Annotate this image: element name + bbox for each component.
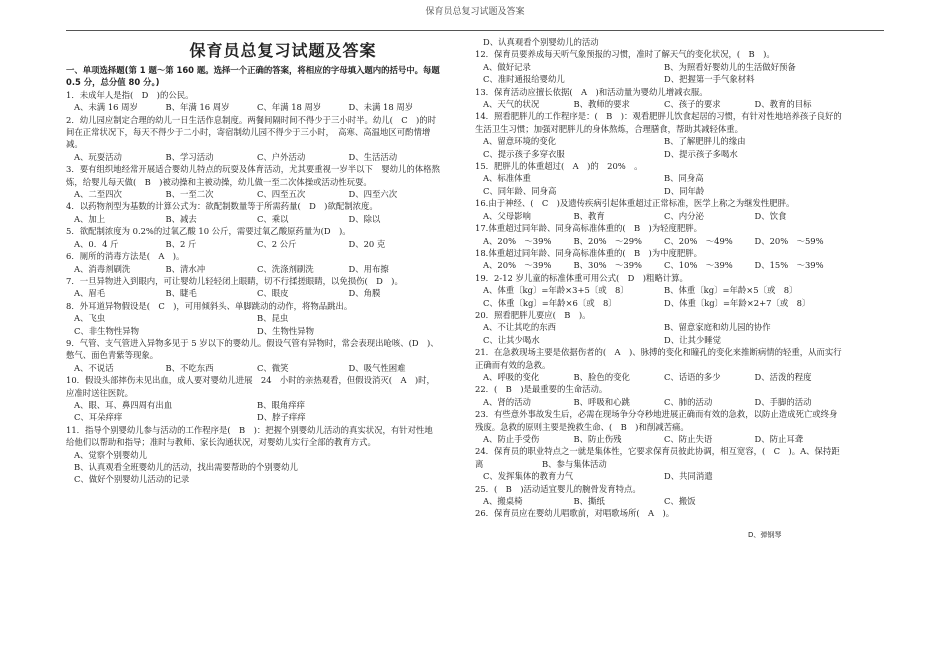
answer-option: B、留意家庭和幼儿园的协作: [664, 322, 771, 333]
question-block: [475, 110, 845, 160]
answer-option: D、认真观看个别婴幼儿的活动: [483, 37, 599, 47]
answer-options: [475, 172, 845, 197]
question-text: 2．幼儿园应制定合理的幼儿一日生活作息制度。两餐间隔时间不得少于三小时半。幼儿( C )的时间在正常状况下，每天不得少于二小时，寄宿制幼儿园不得少于三小时， 高寒、高温地区可酌情增减。: [66, 114, 437, 150]
answer-option: A、不说话: [74, 362, 114, 373]
answer-option: A、标准体重: [483, 173, 531, 184]
answer-option: B、呼吸和心跳: [573, 396, 630, 407]
question-block: [66, 337, 440, 374]
question-block: [475, 507, 845, 519]
answer-option: D、提示孩子多喝水: [664, 148, 738, 159]
question-text: 14．照看肥胖儿的工作程序是：( B )：观看肥胖儿饮食起居的习惯，有针对性地培养孩子良好的生活卫生习惯；加强对肥胖儿的身体熬炼，合理膳食，帮助其减轻体重。: [475, 111, 842, 134]
answer-options: [66, 399, 440, 424]
left-column: [66, 36, 440, 486]
answer-option: C、年满 18 周岁: [257, 102, 322, 113]
answer-option: B、体重〔kg〕=年龄×5〔或 8〕: [664, 285, 798, 296]
answer-option: C、让其少喝水: [483, 334, 540, 345]
answer-option: A、加上: [74, 213, 106, 224]
answer-option: D、同年龄: [664, 185, 705, 196]
question-text: 1．未成年人是指( D )的公民。: [66, 89, 194, 100]
question-text: 11．指导个别婴幼儿参与活动的工作程序是( B )：把握个别婴幼儿活动的真实状况，有针对性地给他们以帮助和指导；准时与教师、家长沟通状况，对婴幼儿实行全部的教育方式。: [66, 424, 433, 448]
answer-option: C、准时通报给婴幼儿: [483, 74, 565, 85]
question-text: 8．外耳道异物假设是( C )，可用倾斜头、单脚跳动的动作，将物品跳出。: [66, 300, 353, 311]
question-text: 4．以药物剂型为基数的计算公式为：欲配制数量等于所需药量( D )欲配制浓度。: [66, 201, 378, 212]
answer-option: A、不让其吃的东西: [483, 322, 557, 333]
answer-option: C、耳朵痒痒: [74, 412, 123, 423]
answer-option: A、眼、耳、鼻四周有出血: [74, 399, 173, 410]
answer-options: [475, 321, 845, 346]
answer-option: C、发挥集体的教育力气: [483, 471, 574, 482]
question-text: 16.由于神经、( C )及遗传疾病引起体重超过正常标准，医学上称之为继发性肥胖。: [475, 198, 795, 209]
page-header: [0, 0, 950, 34]
answer-option: A、做好记录: [483, 61, 531, 72]
answer-options: [66, 238, 440, 250]
answer-options: [66, 151, 440, 163]
answer-options: [66, 449, 440, 486]
question-block: [66, 275, 440, 300]
answer-option: A、觉察个别婴幼儿: [74, 449, 148, 460]
answer-option: B、教师的要求: [573, 99, 630, 110]
answer-option: C、防止失语: [664, 434, 713, 444]
answer-option: C、10% ～39%: [664, 260, 733, 271]
answer-option: D、四至六次: [348, 189, 398, 200]
question-text: 22．( B )是最重要的生命活动。: [475, 384, 608, 395]
answer-option: A、搬桌椅: [483, 496, 523, 507]
answer-option: B、眼角痒痒: [257, 399, 306, 410]
answer-option: A、父母影响: [483, 210, 531, 221]
answer-options: [475, 470, 845, 482]
answer-options: [475, 284, 845, 309]
question-block: [475, 346, 845, 383]
answer-option: A、玩耍活动: [74, 151, 122, 162]
answer-option: B、清水冲: [165, 263, 206, 274]
question-text: 23．有些意外事故发生后，必需在现场争分夺秒地进展正确而有效的急救，以防止造成死亡或终身残废。急救的原则主要是挽救生命、( B )和削减苦痛。: [475, 409, 838, 432]
answer-option: C、话语的多少: [664, 371, 721, 382]
answer-option: A、二至四次: [74, 189, 122, 200]
answer-option: B、昆虫: [257, 313, 289, 324]
answer-option: B、一至二次: [165, 189, 214, 200]
question-text: 15．肥胖儿的体重超过( A )的 20% 。: [475, 161, 643, 172]
answer-option: A、留意环境的变化: [483, 136, 557, 147]
answer-option: A、呼吸的变化: [483, 371, 540, 382]
answer-option: C、20% ～49%: [664, 235, 733, 246]
right-question-list: [475, 36, 845, 520]
answer-option: A、防止手受伤: [483, 434, 540, 444]
answer-options: [475, 495, 845, 507]
question-text: 19．2-12 岁儿童的标准体重可用公式( D )粗略计算。: [475, 272, 688, 283]
answer-options: [475, 259, 845, 271]
answer-option: C、提示孩子多穿衣服: [483, 148, 565, 159]
question-block: [66, 163, 440, 200]
answer-option: D、20 克: [348, 238, 386, 249]
answer-option: D、教育的目标: [754, 99, 812, 110]
answer-option: C、眼皮: [257, 288, 289, 299]
answer-option: D、脖子痒痒: [257, 412, 306, 423]
section-heading: 一、单项选择题(第 1 题～第 160 题。选择一个正确的答案，将相应的字母填入题内的括号中。每题 0.5 分，总分值 80 分。): [66, 65, 440, 88]
answer-option: C、2 公斤: [257, 238, 297, 249]
answer-option: A、眉毛: [74, 288, 106, 299]
question-text: 21．在急救现场主要是依据伤者的( A )、脉搏的变化和瞳孔的变化来推断病情的轻重，从而实行正确而有效的急救。: [475, 347, 842, 370]
answer-option: C、体重〔kg〕=年龄×6〔或 8〕: [483, 297, 617, 308]
answer-option: D、15% ～39%: [754, 260, 824, 271]
question-block: [66, 250, 440, 275]
question-text: 24．保育员的职业特点之一就是集体性，它要求保育员彼此协调，相互宽容，( C )。A、保持距离 B、参与集体活动: [475, 446, 840, 469]
question-block: [66, 225, 440, 250]
answer-options: [475, 235, 845, 247]
answer-option: D、让其少睡觉: [664, 334, 721, 345]
answer-option: A、未满 16 周岁: [74, 102, 138, 113]
answer-option: C、同年龄、同身高: [483, 185, 557, 196]
answer-option: D、手脚的活动: [754, 396, 812, 407]
answer-option: C、洗涤剂刷洗: [257, 263, 314, 274]
answer-options: [66, 188, 440, 200]
answer-option: A、天气的状况: [483, 99, 540, 110]
answer-option: C、搬饭: [664, 496, 696, 507]
question-text: 9．气管、支气管进入异物多见于 5 岁以下的婴幼儿。假设气管有异物时，常会表现出呛咳、(D )、憋气、面色青紫等现象。: [66, 337, 439, 361]
answer-option: B、2 斤: [165, 238, 197, 249]
question-block: [475, 247, 845, 272]
answer-option: D、用布擦: [348, 263, 389, 274]
answer-options: [475, 98, 845, 110]
answer-option: A、0．4 斤: [74, 238, 119, 249]
question-text: 20．照看肥胖儿要应( B )。: [475, 309, 591, 320]
question-block: [475, 86, 845, 111]
answer-option: B、不吃东西: [165, 362, 214, 373]
header-text: 保育员总复习试题及答案: [425, 7, 525, 17]
answer-option: D、未满 18 周岁: [348, 102, 414, 113]
answer-option: B、睫毛: [165, 288, 197, 299]
answer-options: [66, 312, 440, 337]
question-text: 17.体重超过同年龄、同身高标准体重的( B )为轻度肥胖。: [475, 223, 703, 234]
left-question-list: [66, 89, 440, 486]
answer-option: B、教育: [573, 210, 605, 221]
answer-options: [475, 210, 845, 222]
question-block: [66, 424, 440, 486]
answer-option: B、20% ～29%: [573, 235, 643, 246]
question-block: [475, 36, 845, 48]
question-text: 26．保育员应在婴幼儿唱歌前，对唱歌场所( A )。: [475, 508, 675, 519]
answer-options: [66, 263, 440, 275]
answer-option: C、非生物性异物: [74, 325, 140, 336]
answer-options: [475, 61, 845, 86]
answer-option: A、消毒剂刷洗: [74, 263, 131, 274]
answer-option: C、乘以: [257, 213, 289, 224]
answer-options: [475, 371, 845, 383]
question-text: 6．厕所的消毒方法是( A )。: [66, 251, 185, 262]
question-block: [475, 445, 845, 482]
question-text: 5．欲配制浓度为 0.2%的过氧乙酸 10 公斤，需要过氧乙酸原药量为(D )。: [66, 226, 351, 237]
question-block: [475, 160, 845, 197]
answer-option: D、除以: [348, 213, 381, 224]
header-rule: [66, 30, 884, 31]
document-title: 保育员总复习试题及答案: [189, 41, 377, 60]
answer-option: D、把握第一手气象材料: [664, 74, 755, 85]
question-text: 18.体重超过同年龄、同身高标准体重的( B )为中度肥胖。: [475, 247, 703, 258]
answer-option: B、撕纸: [573, 496, 605, 507]
answer-option: C、肺的活动: [664, 396, 713, 407]
question-block: [475, 48, 845, 85]
answer-option: A、20% ～39%: [483, 235, 552, 246]
answer-option: D、吸气性困难: [348, 362, 406, 373]
question-text: 7．一旦异物进入到眼内，可让婴幼儿轻轻闭上眼睛，切不行揉搓眼睛，以免损伤( D )。: [66, 275, 403, 286]
answer-options: [66, 362, 440, 374]
answer-option: C、内分泌: [664, 210, 704, 221]
answer-option: B、防止伤残: [573, 434, 622, 444]
answer-option: B、同身高: [664, 173, 704, 184]
question-block: [475, 272, 845, 309]
answer-options: [475, 433, 845, 445]
answer-option: D、防止耳聋: [754, 434, 804, 444]
question-block: [475, 408, 845, 445]
question-block: [66, 200, 440, 225]
answer-option: A、20% ～39%: [483, 260, 552, 271]
question-block: [475, 383, 845, 408]
question-block: [66, 300, 440, 337]
question-block: [475, 309, 845, 346]
answer-option: B、为照看好婴幼儿的生活做好预备: [664, 61, 796, 72]
answer-option: C、户外活动: [257, 151, 306, 162]
answer-option: A、肾的活动: [483, 396, 531, 407]
question-text: 13．保育活动应擅长依据( A )和活动量为婴幼儿增减衣服。: [475, 86, 708, 97]
question-block: [66, 89, 440, 114]
answer-option: D、饮食: [754, 210, 787, 221]
answer-options: [66, 287, 440, 299]
answer-option: B、年满 16 周岁: [165, 102, 230, 113]
handwritten-note: D、弹钢琴: [748, 531, 782, 539]
answer-option: B、脸色的变化: [573, 371, 630, 382]
answer-option: B、30% ～39%: [573, 260, 643, 271]
answer-options: [66, 213, 440, 225]
answer-option: B、减去: [165, 213, 197, 224]
question-text: 25．( B )活动适宜婴儿的腕骨发育特点。: [475, 483, 641, 494]
answer-option: D、共同消遣: [664, 471, 713, 482]
answer-option: A、体重〔kg〕=年龄×3+5〔或 8〕: [483, 285, 629, 296]
question-block: [66, 114, 440, 164]
answer-option: C、四至五次: [257, 189, 306, 200]
answer-option: D、生活活动: [348, 151, 398, 162]
answer-options: [475, 396, 845, 408]
answer-option: D、活泼的程度: [754, 371, 812, 382]
answer-option: D、角膜: [348, 288, 381, 299]
right-column: [475, 36, 845, 520]
question-text: 3．要有组织地经常开展适合婴幼儿特点的玩耍及体育活动，尤其要重视一岁半以下 婴幼儿的体格熬炼，给婴儿每天做( B )被动操和主被动操，幼儿做一至二次体操或活动性玩耍。: [66, 164, 440, 187]
answer-option: B、学习活动: [165, 151, 214, 162]
question-block: [475, 197, 845, 222]
question-block: [475, 483, 845, 508]
question-block: [475, 222, 845, 247]
answer-options: [66, 101, 440, 113]
answer-option: D、生物性异物: [257, 325, 314, 336]
answer-option: C、孩子的要求: [664, 99, 721, 110]
answer-option: B、了解肥胖儿的缘由: [664, 136, 746, 147]
answer-option: B、认真观看全班婴幼儿的活动，找出需要帮助的个别婴幼儿: [74, 462, 298, 472]
question-text: 10．假设头部摔伤未见出血，成人要对婴幼儿进展 24 小时的亲热观看，但假设消灭( A )时，应准时送往医院。: [66, 375, 435, 398]
answer-option: A、飞虫: [74, 313, 106, 324]
answer-option: C、做好个别婴幼儿活动的记录: [74, 474, 190, 485]
question-text: 12．保育员要养成每天听气象预报的习惯，准时了解天气的变化状况，( B )。: [475, 49, 775, 60]
answer-options: [475, 135, 845, 160]
answer-option: D、20% ～59%: [754, 235, 824, 246]
question-block: [66, 374, 440, 424]
answer-option: C、微笑: [257, 362, 289, 373]
answer-options: [475, 36, 845, 48]
answer-option: D、体重〔kg〕=年龄×2+7〔或 8〕: [664, 297, 811, 308]
